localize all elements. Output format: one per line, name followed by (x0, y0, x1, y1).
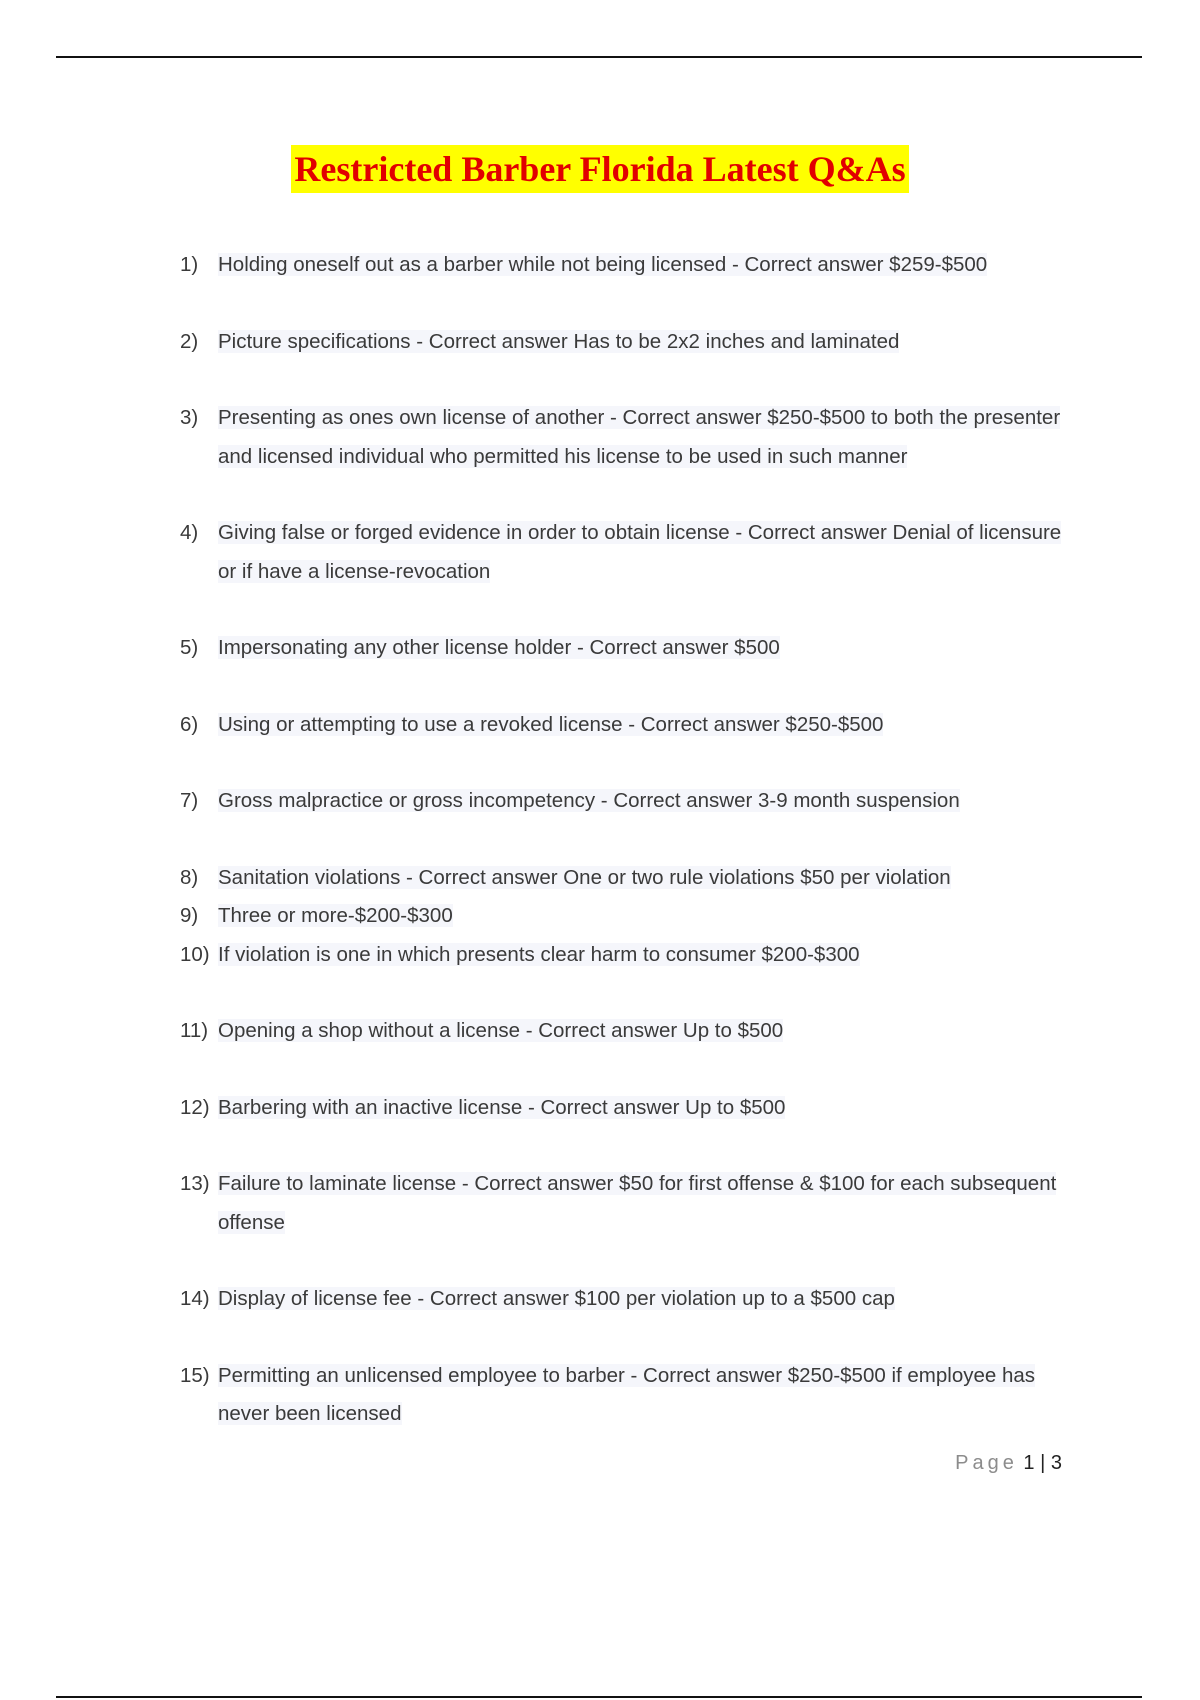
qa-number: 15) (180, 1363, 210, 1387)
qa-item (180, 323, 1080, 362)
qa-text: Barbering with an inactive license - Correct answer Up to $500 (218, 1095, 786, 1119)
qa-number: 3) (180, 406, 199, 429)
page-total: 3 (1050, 1452, 1062, 1474)
qa-item (180, 782, 1080, 821)
qa-number: 10) (180, 942, 210, 966)
qa-text: Presenting as ones own license of another - Correct answer $250-$500 to both the presenter and licensed individual who permitted his license to be used in such manner (218, 406, 1061, 468)
qa-number: 14) (180, 1287, 210, 1310)
qa-number: 4) (180, 521, 199, 544)
page-current: 1 (1023, 1452, 1035, 1474)
document-title: Restricted Barber Florida Latest Q&As (291, 145, 908, 193)
qa-number: 9) (180, 904, 199, 927)
qa-item (180, 246, 1080, 285)
qa-text: Gross malpractice or gross incompetency - Correct answer 3-9 month suspension (218, 789, 960, 812)
page-number (955, 1452, 1062, 1475)
qa-number: 6) (180, 712, 199, 736)
title-container (0, 145, 1200, 193)
qa-item (180, 514, 1080, 591)
qa-item (180, 1089, 1080, 1128)
qa-text: Permitting an unlicensed employee to barber - Correct answer $250-$500 if employee has never been licensed (218, 1363, 1036, 1425)
qa-item (180, 897, 1080, 936)
qa-item (180, 1357, 1080, 1434)
qa-number: 5) (180, 636, 199, 659)
qa-item (180, 629, 1080, 668)
qa-number: 7) (180, 789, 199, 812)
qa-text: Display of license fee - Correct answer $100 per violation up to a $500 cap (218, 1287, 895, 1310)
top-rule (56, 56, 1142, 58)
qa-text: Three or more-$200-$300 (218, 904, 453, 927)
qa-number: 11) (180, 1019, 209, 1042)
qa-item (180, 859, 1080, 898)
qa-text: Using or attempting to use a revoked license - Correct answer $250-$500 (218, 712, 884, 736)
qa-text: Giving false or forged evidence in order to obtain license - Correct answer Denial of licensure or if have a license-revocation (218, 521, 1062, 583)
qa-text: Picture specifications - Correct answer Has to be 2x2 inches and laminated (218, 329, 900, 353)
qa-text: Holding oneself out as a barber while not being licensed - Correct answer $259-$500 (218, 253, 988, 276)
qa-text: Failure to laminate license - Correct answer $50 for first offense & $100 for each subsequent offense (218, 1172, 1057, 1234)
qa-number: 13) (180, 1172, 210, 1195)
qa-item (180, 936, 1080, 975)
qa-item (180, 706, 1080, 745)
qa-number: 1) (180, 253, 199, 276)
qa-item (180, 1012, 1080, 1051)
qa-text: Impersonating any other license holder - Correct answer $500 (218, 636, 780, 659)
page-separator: | (1040, 1452, 1046, 1474)
qa-number: 8) (180, 865, 199, 889)
qa-number: 2) (180, 329, 199, 353)
qa-list (180, 246, 1080, 1434)
qa-item (180, 1280, 1080, 1319)
page-label: Page (955, 1452, 1018, 1474)
qa-item (180, 399, 1080, 476)
bottom-rule (56, 1696, 1142, 1698)
qa-text: Opening a shop without a license - Correct answer Up to $500 (218, 1019, 784, 1042)
qa-number: 12) (180, 1095, 210, 1119)
qa-text: Sanitation violations - Correct answer One or two rule violations $50 per violation (218, 865, 951, 889)
qa-item (180, 1165, 1080, 1242)
qa-text: If violation is one in which presents clear harm to consumer $200-$300 (218, 942, 860, 966)
